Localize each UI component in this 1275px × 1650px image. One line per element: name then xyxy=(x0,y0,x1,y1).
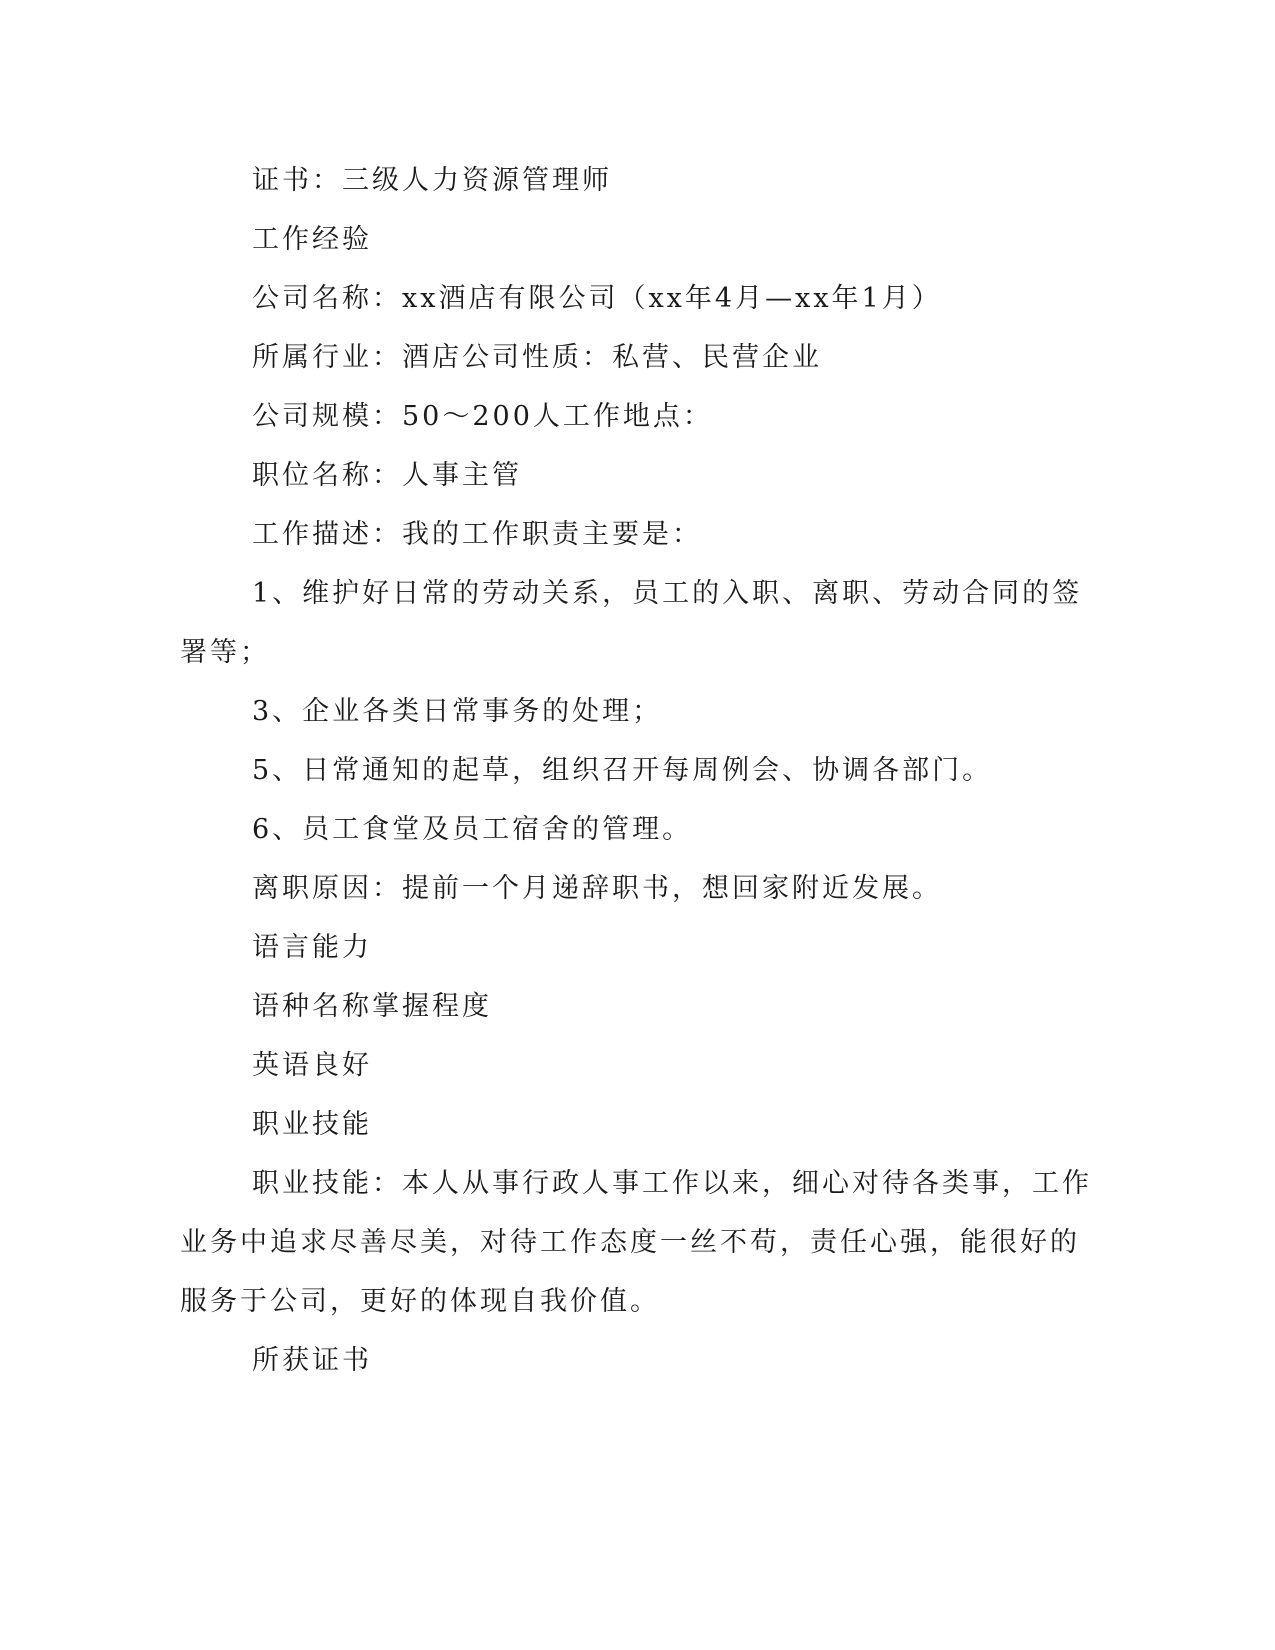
job-title-line: 职位名称：人事主管 xyxy=(252,460,522,491)
work-experience-heading: 工作经验 xyxy=(252,224,372,255)
industry-line: 所属行业：酒店公司性质：私营、民营企业 xyxy=(252,342,822,373)
certificates-heading: 所获证书 xyxy=(252,1345,372,1376)
duty-5-line: 5、日常通知的起草，组织召开每周例会、协调各部门。 xyxy=(252,755,993,786)
skills-paragraph-line-3: 服务于公司，更好的体现自我价值。 xyxy=(180,1286,660,1317)
language-table-header: 语种名称掌握程度 xyxy=(252,991,492,1022)
skills-heading: 职业技能 xyxy=(252,1109,372,1140)
certificate-line: 证书：三级人力资源管理师 xyxy=(252,165,612,196)
duty-3-line: 3、企业各类日常事务的处理； xyxy=(252,696,663,727)
language-english-line: 英语良好 xyxy=(252,1050,372,1081)
job-description-line: 工作描述：我的工作职责主要是： xyxy=(252,519,702,550)
leaving-reason-line: 离职原因：提前一个月递辞职书，想回家附近发展。 xyxy=(252,873,942,904)
language-ability-heading: 语言能力 xyxy=(252,932,372,963)
skills-paragraph-line-2: 业务中追求尽善尽美，对待工作态度一丝不苟，责任心强，能很好的 xyxy=(180,1227,1080,1258)
duty-1-line: 1、维护好日常的劳动关系，员工的入职、离职、劳动合同的签 xyxy=(252,578,1083,609)
company-name-line: 公司名称：xx酒店有限公司（xx年4月—xx年1月） xyxy=(252,283,942,314)
duty-1-continuation: 署等； xyxy=(180,637,270,668)
duty-6-line: 6、员工食堂及员工宿舍的管理。 xyxy=(252,814,693,845)
company-size-line: 公司规模：50～200人工作地点： xyxy=(252,401,713,432)
skills-paragraph-line-1: 职业技能：本人从事行政人事工作以来，细心对待各类事，工作 xyxy=(252,1168,1092,1199)
